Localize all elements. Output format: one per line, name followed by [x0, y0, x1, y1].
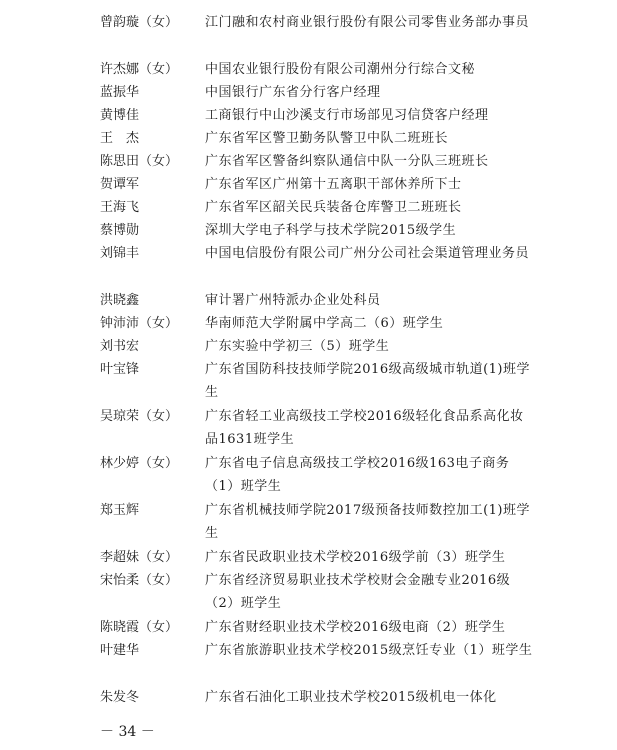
person-affiliation: 深圳大学电子科学与技术学院2015级学生 [205, 223, 457, 238]
person-name: 钟沛沛（女） [100, 316, 179, 331]
person-name: 郑玉辉 [100, 503, 140, 518]
person-affiliation: 工商银行中山沙溪支行市场部见习信贷客户经理 [205, 108, 489, 123]
person-affiliation: 广东省军区韶关民兵装备仓库警卫二班班长 [205, 200, 462, 215]
person-affiliation: 广东省电子信息高级技工学校2016级163电子商务（1）班学生 [205, 456, 510, 494]
person-name: 刘书宏 [100, 339, 140, 354]
person-affiliation: 广东省军区警备纠察队通信中队一分队三班班长 [205, 154, 489, 169]
person-name: 叶宝锋 [100, 362, 140, 377]
person-name: 洪晓鑫 [100, 293, 140, 308]
person-name: 许杰娜（女） [100, 62, 179, 77]
person-name: 宋怡柔（女） [100, 573, 179, 588]
person-name: 林少婷（女） [100, 456, 179, 471]
person-affiliation: 江门融和农村商业银行股份有限公司零售业务部办事员 [205, 15, 530, 30]
person-name: 曾韵璇（女） [100, 15, 179, 30]
person-affiliation: 广东省军区广州第十五离职干部休养所下士 [205, 177, 462, 192]
person-affiliation: 广东省财经职业技术学校2016级电商（2）班学生 [205, 620, 506, 635]
person-name: 蓝振华 [100, 85, 140, 100]
person-affiliation: 广东实验中学初三（5）班学生 [205, 339, 390, 354]
person-affiliation: 广东省石油化工职业技术学校2015级机电一体化 [205, 690, 497, 705]
person-affiliation: 审计署广州特派办企业处科员 [205, 293, 381, 308]
person-affiliation: 广东省机械技师学院2017级预备技师数控加工(1)班学生 [205, 503, 530, 541]
person-affiliation: 广东省轻工业高级技工学校2016级轻化食品系高化妆品1631班学生 [205, 409, 524, 447]
person-name: 王 杰 [100, 131, 140, 146]
person-name: 吴琼荣（女） [100, 409, 179, 424]
person-affiliation: 中国农业银行股份有限公司潮州分行综合文秘 [205, 62, 476, 77]
person-affiliation: 广东省国防科技技师学院2016级高级城市轨道(1)班学生 [205, 362, 530, 400]
person-affiliation: 中国电信股份有限公司广州分公司社会渠道管理业务员 [205, 246, 530, 261]
person-name: 李超妹（女） [100, 550, 179, 565]
page-number: － 34 － [100, 724, 155, 740]
person-name: 陈晓霞（女） [100, 620, 179, 635]
person-name: 黄博佳 [100, 108, 140, 123]
person-affiliation: 中国银行广东省分行客户经理 [205, 85, 381, 100]
person-affiliation: 广东省旅游职业技术学校2015级烹饪专业（1）班学生 [205, 643, 533, 658]
person-name: 蔡博勋 [100, 223, 140, 238]
person-affiliation: 广东省民政职业技术学校2016级学前（3）班学生 [205, 550, 506, 565]
person-affiliation: 华南师范大学附属中学高二（6）班学生 [205, 316, 444, 331]
person-name: 陈思田（女） [100, 154, 179, 169]
person-name: 贺谭军 [100, 177, 140, 192]
person-affiliation: 广东省经济贸易职业技术学校财会金融专业2016级（2）班学生 [205, 573, 511, 611]
person-name: 叶建华 [100, 643, 140, 658]
person-affiliation: 广东省军区警卫勤务队警卫中队二班班长 [205, 131, 449, 146]
person-name: 朱发冬 [100, 690, 140, 705]
person-name: 王海飞 [100, 200, 140, 215]
person-name: 刘锦丰 [100, 246, 140, 261]
